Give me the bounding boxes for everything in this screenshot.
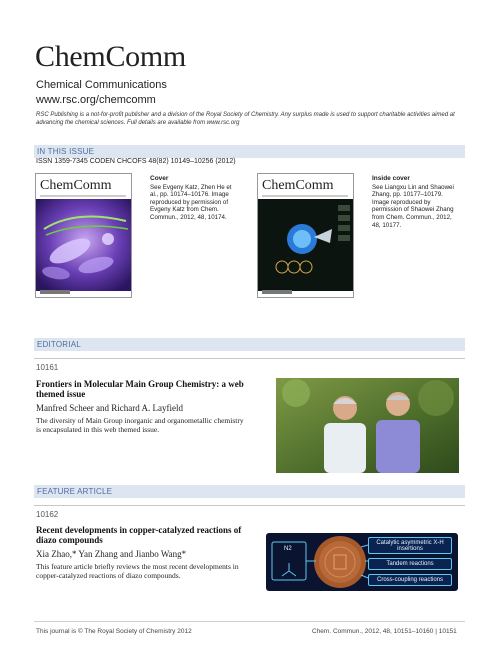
feature-rule [34, 505, 465, 506]
journal-url-link[interactable]: www.rsc.org/chemcomm [36, 94, 156, 106]
feature-graphic-label-1: Catalytic asymmetric X-H insertions [368, 537, 452, 554]
editorial-page-number: 10161 [36, 363, 59, 372]
editorial-rule [34, 358, 465, 359]
cover-caption [150, 175, 238, 222]
cover-thumb-title: ChemComm [40, 178, 112, 193]
feature-graphic [266, 533, 458, 591]
feature-graphic-label-3: Cross-coupling reactions [368, 574, 452, 586]
section-bar-editorial: EDITORIAL [34, 338, 465, 351]
inside-cover-caption-title: Inside cover [372, 175, 410, 182]
feature-abstract: This feature article briefly reviews the most recent developments in copper-catalyzed reactions of diazo compounds. [36, 562, 239, 580]
inside-cover-thumb-logo [262, 290, 292, 294]
cover-caption-title: Cover [150, 175, 169, 182]
cover-caption-text: See Evgeny Katz, Zhen He et al., pp. 10174–10176. Image reproduced by permission of Evgeny Katz from Chem. Commun., 2012, 48, 10174. [150, 183, 232, 221]
footer-copyright: This journal is © The Royal Society of Chemistry 2012 [36, 628, 192, 635]
feature-authors: Xia Zhao,* Yan Zhang and Jianbo Wang* [36, 549, 187, 559]
feature-graphic-n2: N2 [284, 546, 292, 552]
section-bar-in-this-issue: IN THIS ISSUE [34, 145, 465, 158]
feature-graphic-label-2: Tandem reactions [368, 558, 452, 570]
inside-cover-thumb-strip [262, 195, 348, 197]
publisher-note: RSC Publishing is a not-for-profit publisher and a division of the Royal Society of Chemistry. Any surplus made is used to support charitable activities aimed at advancing the chemical sciences. Full details are available from www.rsc.org [36, 112, 455, 126]
editors-photo-image [276, 378, 459, 473]
inside-cover-caption [372, 175, 460, 229]
section-bar-feature-article: FEATURE ARTICLE [34, 485, 465, 498]
feature-page-number: 10162 [36, 510, 59, 519]
inside-cover-thumbnail[interactable] [257, 173, 354, 298]
issn-line: ISSN 1359-7345 CODEN CHCOFS 48(82) 10149–10256 (2012) [36, 158, 236, 165]
feature-title-link[interactable]: Recent developments in copper-catalyzed reactions of diazo compounds [36, 525, 242, 545]
editorial-authors: Manfred Scheer and Richard A. Layfield [36, 403, 183, 413]
editors-photo [276, 378, 459, 473]
cover-thumb-strip [40, 195, 126, 197]
inside-cover-thumb-title: ChemComm [262, 178, 334, 193]
footer-citation: Chem. Commun., 2012, 48, 10151–10160 | 10151 [312, 628, 457, 635]
journal-subtitle: Chemical Communications [36, 79, 167, 91]
editorial-abstract: The diversity of Main Group inorganic and organometallic chemistry is encapsulated in this web themed issue. [36, 416, 244, 434]
inside-cover-art-image [258, 199, 354, 291]
cover-art-image [36, 199, 132, 291]
cover-thumbnail[interactable] [35, 173, 132, 298]
editorial-title-link[interactable]: Frontiers in Molecular Main Group Chemistry: a web themed issue [36, 379, 244, 399]
journal-title: ChemComm [35, 40, 186, 73]
inside-cover-caption-text: See Liangxu Lin and Shaowei Zhang, pp. 10177–10179. Image reproduced by permission of Shaowei Zhang from Chem. Commun., 2012, 48, 10177. [372, 183, 454, 229]
footer-rule [34, 621, 465, 622]
cover-thumb-logo [40, 290, 70, 294]
